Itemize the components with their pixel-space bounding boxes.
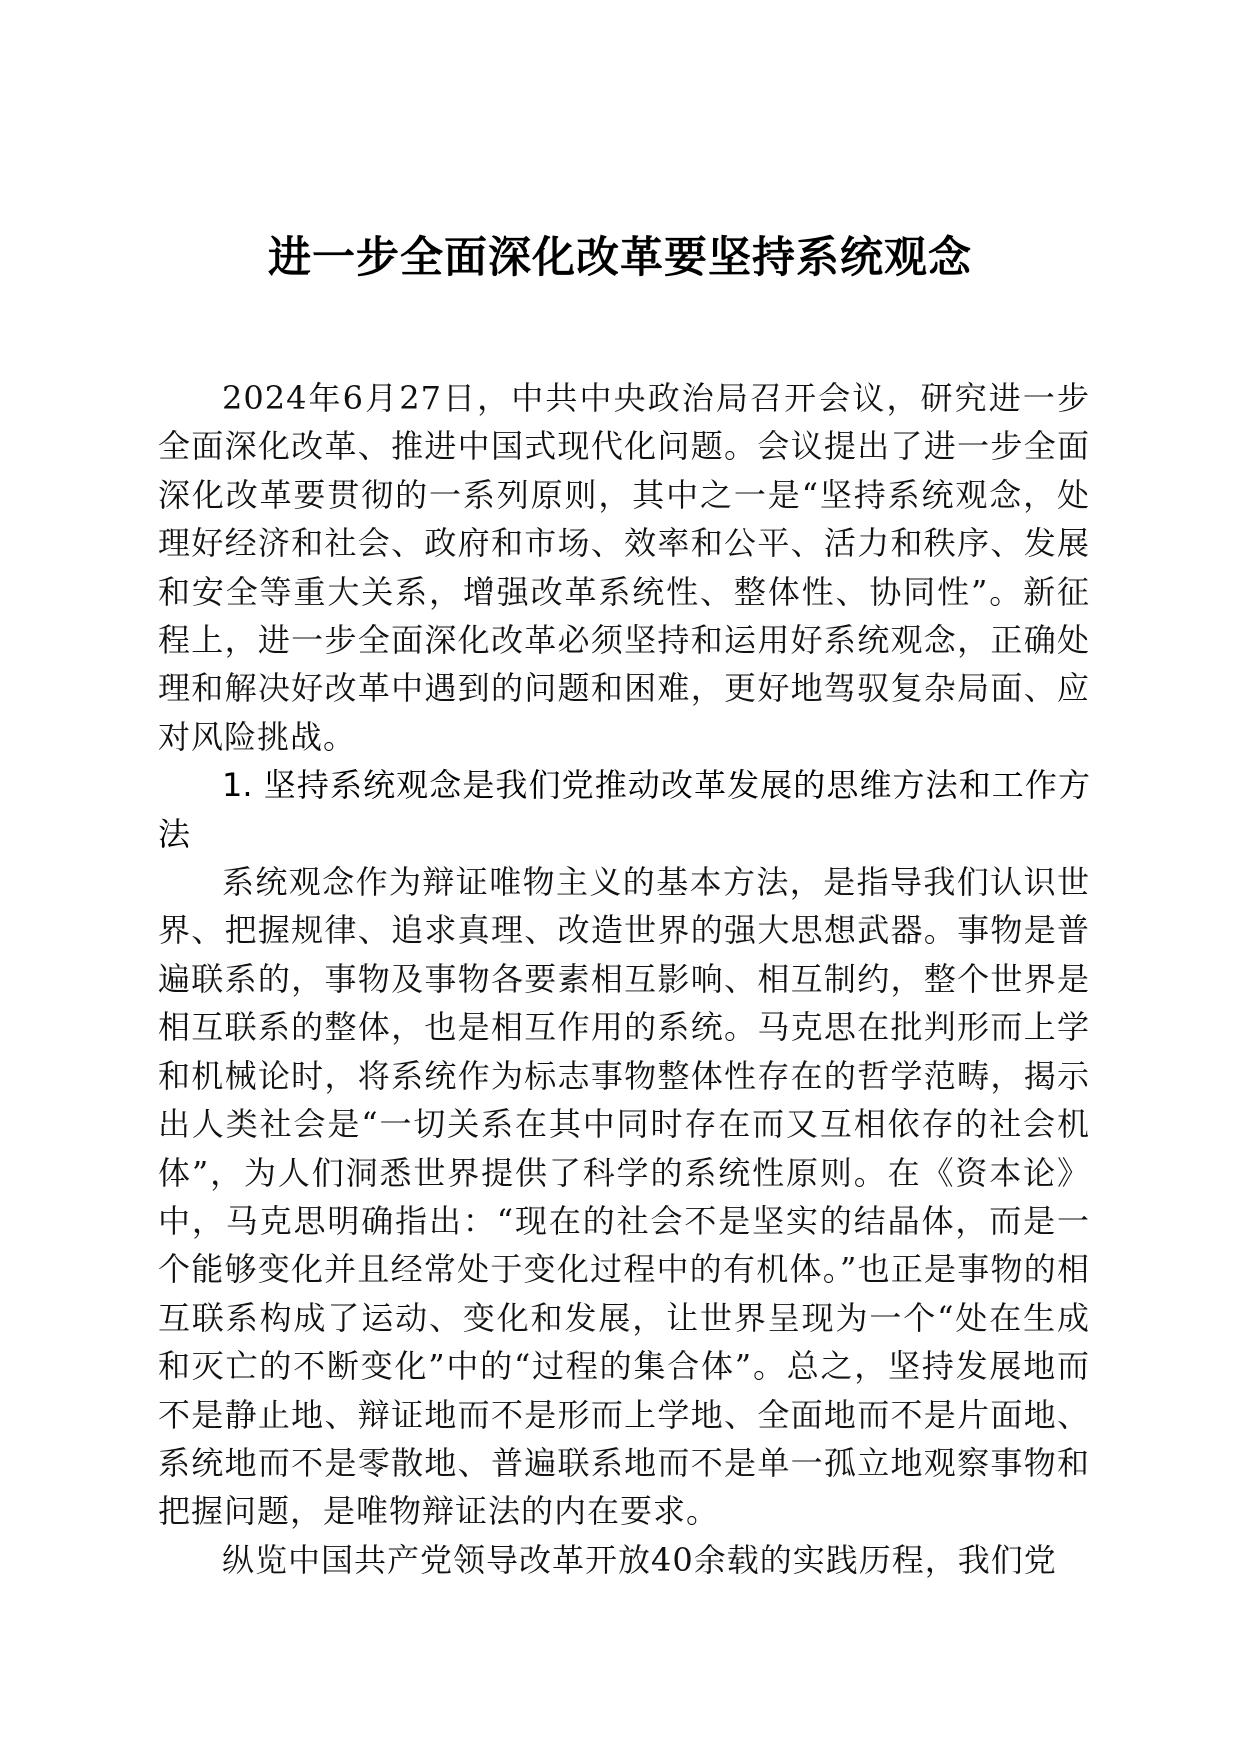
document-title: 进一步全面深化改革要坚持系统观念 [268, 233, 972, 283]
section-heading: 1. 坚持系统观念是我们党推动改革发展的思维方法和工作方法 [158, 766, 1090, 853]
document-body [158, 374, 1090, 1584]
section-paragraph-1: 系统观念作为辩证唯物主义的基本方法，是指导我们认识世界、把握规律、追求真理、改造世界的强大思想武器。事物是普遍联系的，事物及事物各要素相互影响、相互制约，整个世界是相互联系的整体，也是相互作用的系统。马克思在批判形而上学和机械论时，将系统作为标志事物整体性存在的哲学范畴，揭示出人类社会是“一切关系在其中同时存在而又互相依存的社会机体”，为人们洞悉世界提供了科学的系统性原则。在《资本论》中，马克思明确指出：“现在的社会不是坚实的结晶体，而是一个能够变化并且经常处于变化过程中的有机体。”也正是事物的相互联系构成了运动、变化和发展，让世界呈现为一个“处在生成和灭亡的不断变化”中的“过程的集合体”。总之，坚持发展地而不是静止地、辩证地而不是形而上学地、全面地而不是片面地、系统地而不是零散地、普遍联系地而不是单一孤立地观察事物和把握问题，是唯物辩证法的内在要求。 [158, 863, 1090, 1531]
intro-paragraph: 2024年6月27日，中共中央政治局召开会议，研究进一步全面深化改革、推进中国式现代化问题。会议提出了进一步全面深化改革要贯彻的一系列原则，其中之一是“坚持系统观念，处理好经济和社会、政府和市场、效率和公平、活力和秩序、发展和安全等重大关系，增强改革系统性、整体性、协同性”。新征程上，进一步全面深化改革必须坚持和运用好系统观念，正确处理和解决好改革中遇到的问题和困难，更好地驾驭复杂局面、应对风险挑战。 [158, 379, 1090, 756]
section-paragraph-2: 纵览中国共产党领导改革开放40余载的实践历程，我们党 [222, 1540, 1057, 1579]
